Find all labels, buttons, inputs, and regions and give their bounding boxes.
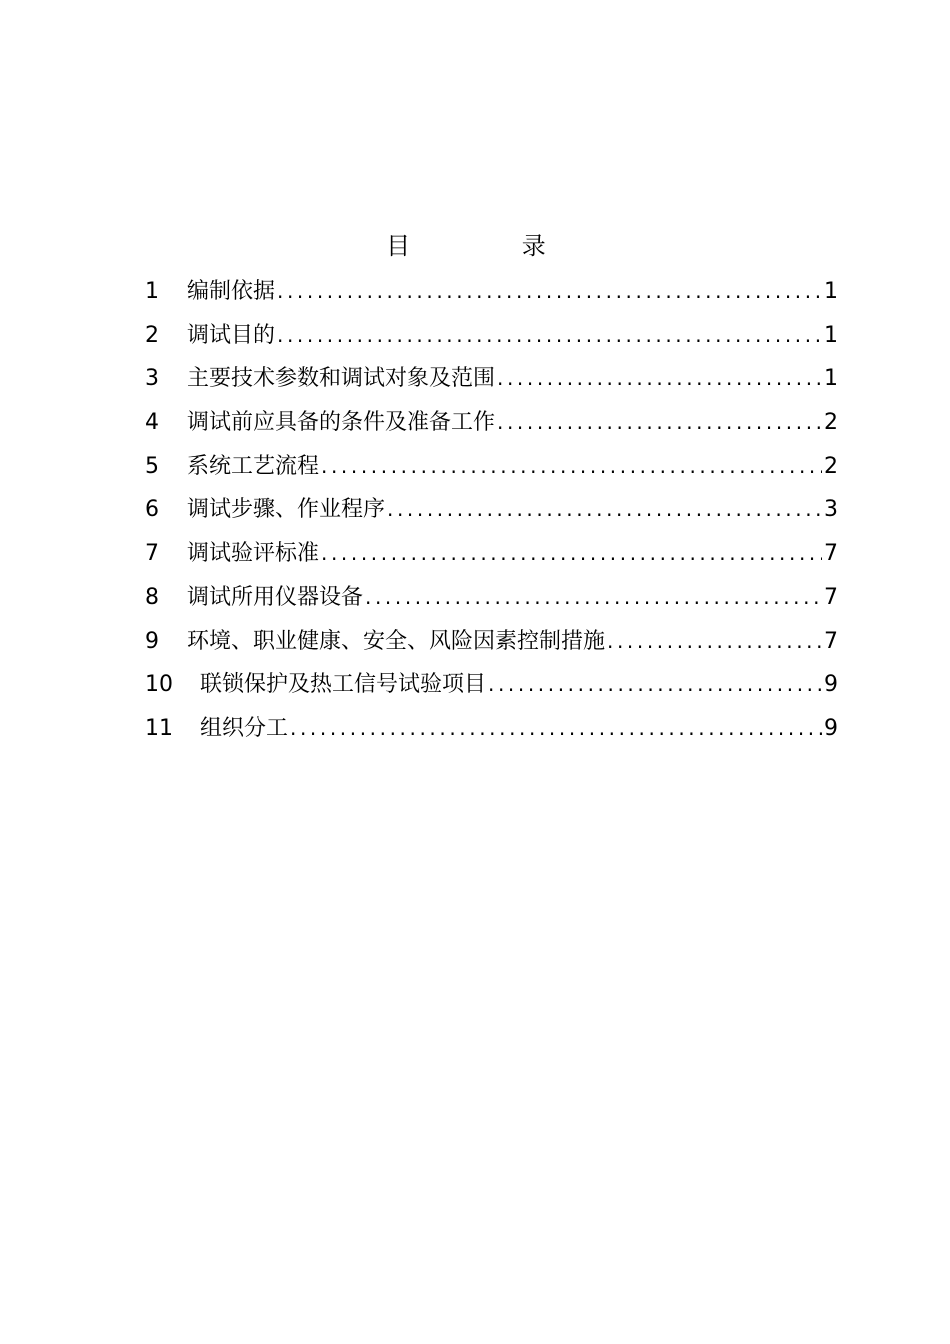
toc-entry-title: 编制依据 [187,279,276,304]
toc-dot-leader [319,532,822,576]
toc-entry-title: 联锁保护及热工信号试验项目 [200,672,487,698]
toc-entry-number: 3 [145,366,159,392]
toc-dot-leader [363,576,822,620]
toc-entry-2[interactable] [143,314,838,358]
toc-title: 目 录 [386,232,598,260]
toc-dot-leader [486,663,822,707]
toc-entry-number: 7 [145,541,159,567]
toc-entry-title: 组织分工 [200,715,289,741]
toc-entry-number: 5 [145,453,159,479]
toc-entry-number: 2 [145,322,159,348]
toc-entry-page: 9 [824,715,838,741]
toc-entry-11[interactable] [143,707,838,751]
toc-entry-3[interactable] [143,357,838,401]
toc-entry-page: 2 [824,410,838,436]
toc-entry-8[interactable] [143,576,838,620]
toc-entry-number: 4 [145,410,159,436]
toc-entry-page: 3 [824,497,838,523]
toc-entry-page: 1 [824,322,838,348]
table-of-contents [143,270,838,751]
toc-entry-7[interactable] [143,532,838,576]
toc-dot-leader [495,401,822,445]
toc-dot-leader [275,314,822,358]
toc-entry-number: 9 [145,628,159,654]
toc-dot-leader [319,445,822,489]
toc-entry-page: 1 [824,279,838,304]
toc-entry-number: 6 [145,497,159,523]
toc-dot-leader [288,707,822,751]
toc-entry-title: 调试验评标准 [187,541,320,567]
toc-dot-leader [275,270,822,314]
toc-entry-1[interactable] [143,270,838,314]
toc-entry-title: 主要技术参数和调试对象及范围 [187,366,496,392]
toc-entry-title: 调试步骤、作业程序 [187,497,386,523]
toc-entry-10[interactable] [143,663,838,707]
toc-entry-9[interactable] [143,620,838,664]
toc-entry-title: 调试前应具备的条件及准备工作 [187,410,496,436]
toc-entry-page: 9 [824,672,838,698]
toc-entry-page: 7 [824,541,838,567]
toc-entry-6[interactable] [143,488,838,532]
toc-entry-number: 1 [145,279,159,304]
toc-entry-number: 10 [145,672,173,698]
toc-entry-title: 调试所用仪器设备 [187,584,364,610]
toc-entry-number: 11 [145,715,173,741]
toc-dot-leader [605,620,822,664]
toc-entry-title: 环境、职业健康、安全、风险因素控制措施 [187,628,606,654]
toc-entry-number: 8 [145,584,159,610]
toc-dot-leader [385,488,822,532]
toc-entry-page: 7 [824,628,838,654]
toc-entry-title: 调试目的 [187,322,276,348]
toc-entry-page: 1 [824,366,838,392]
toc-entry-title: 系统工艺流程 [187,453,320,479]
toc-entry-5[interactable] [143,445,838,489]
toc-entry-page: 2 [824,453,838,479]
toc-entry-4[interactable] [143,401,838,445]
toc-entry-page: 7 [824,584,838,610]
toc-dot-leader [495,357,822,401]
